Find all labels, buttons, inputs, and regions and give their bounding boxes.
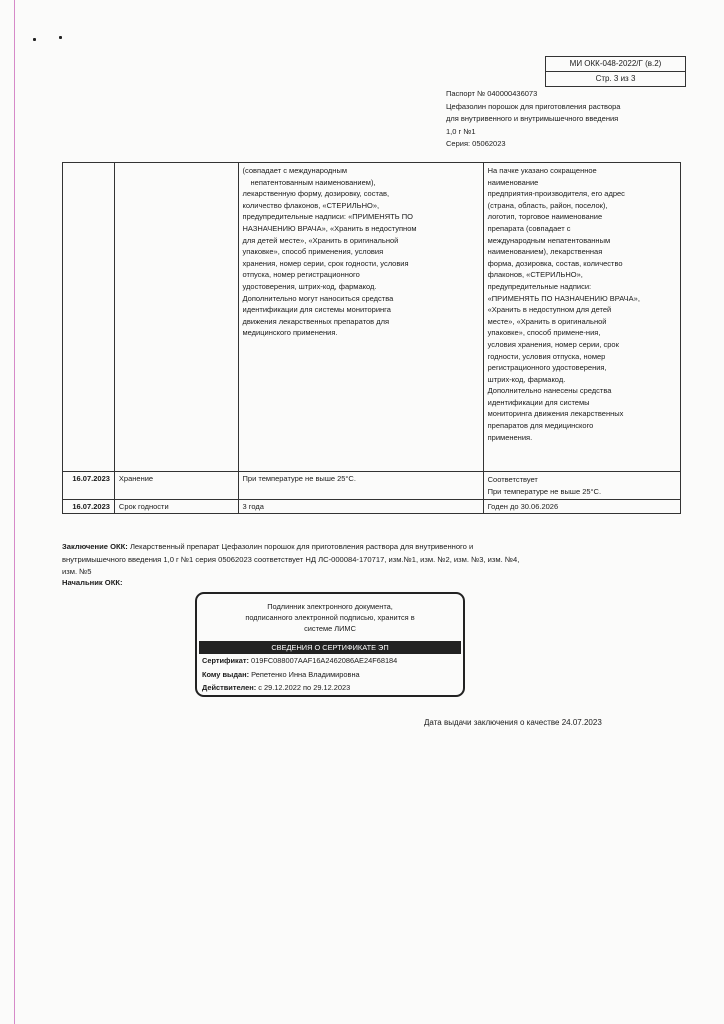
text-line: движения лекарственных препаратов для (242, 316, 390, 326)
text-line: мониторинга движения лекарственных (487, 409, 624, 419)
text-line: (совпадает с международным (242, 166, 347, 175)
text-line: непатентованным наименованием), (250, 177, 376, 187)
text-line: НАЗНАЧЕНИЮ ВРАЧА», «Хранить в недоступном (242, 223, 417, 233)
text-line: условия хранения, номер серии, срок (487, 339, 619, 349)
result-cell (483, 472, 680, 500)
stamp-text: подписанного электронной подписью, хранится в (245, 613, 415, 622)
valid-value: с 29.12.2022 по 29.12.2023 (256, 683, 351, 692)
date-cell: 16.07.2023 (63, 500, 115, 514)
result-cell (483, 163, 680, 472)
issued-value: Репетенко Инна Владимировна (249, 669, 360, 679)
conclusion-text: Лекарственный препарат Цефазолин порошок для приготовления раствора для внутривенного и (127, 542, 474, 551)
text-line: Соответствует (487, 475, 538, 484)
e-signature-stamp (195, 592, 465, 697)
text-line: идентификации для системы (487, 397, 590, 407)
table-cell (63, 163, 115, 472)
issued-label: Кому выдан: (202, 669, 250, 679)
certificate-row (197, 654, 463, 668)
text-line: идентификации для системы мониторинга (242, 305, 391, 315)
conclusion-text: внутримышечного введения 1,0 г №1 серия 05062023 соответствует НД ЛС-000084-170717, изм.№1, изм. №2, изм. №3, изм. №4, (62, 554, 520, 564)
text-line: Дополнительно нанесены средства (487, 386, 612, 396)
text-line: лекарственную форму, дозировку, состав, (242, 189, 390, 199)
text-line: предупредительные надписи: (487, 281, 592, 291)
text-line: предупредительные надписи: «ПРИМЕНЯТЬ ПО (242, 212, 413, 222)
document-code: МИ ОКК-048-2022/Г (в.2) (569, 59, 662, 68)
stamp-text: системе ЛИМС (304, 624, 356, 633)
requirement-cell: При температуре не выше 25°С. (238, 472, 483, 500)
certificate-value: 019FC088007AAF16A2462086AE24F68184 (248, 656, 398, 665)
text-line: «Хранить в недоступном для детей (487, 305, 612, 315)
product-series: Серия: 05062023 (446, 139, 506, 148)
text-line: для детей месте», «Хранить в оригинальной (242, 235, 399, 245)
product-dosage: 1,0 г №1 (446, 126, 476, 136)
page-number: Стр. 3 из 3 (546, 71, 685, 86)
parameter-cell: Срок годности (114, 500, 238, 514)
text-line: штрих-код, фармакод. (487, 374, 566, 384)
text-line: годности, условия отпуска, номер (487, 351, 606, 361)
text-line: хранения, номер серии, срок годности, условия (242, 258, 409, 268)
margin-line (14, 0, 15, 1024)
text-line: регистрационного удостоверения, (487, 363, 607, 373)
requirement-cell (238, 163, 483, 472)
head-okk-label: Начальник ОКК: (62, 578, 123, 587)
passport-number: Паспорт № 040000436073 (446, 89, 538, 98)
issued-row (197, 668, 463, 682)
text-line: количество флаконов, «СТЕРИЛЬНО», (242, 200, 380, 210)
date-cell: 16.07.2023 (63, 472, 115, 500)
text-line: применения. (487, 432, 533, 442)
issue-date: Дата выдачи заключения о качестве 24.07.2023 (424, 718, 602, 727)
table-cell (114, 163, 238, 472)
text-line: отпуска, номер регистрационного (242, 270, 360, 280)
stamp-bar: СВЕДЕНИЯ О СЕРТИФИКАТЕ ЭП (199, 641, 461, 654)
text-line: медицинского применения. (242, 328, 338, 338)
valid-row (197, 681, 463, 695)
scan-dot (33, 38, 36, 41)
text-line: (страна, область, район, поселок), (487, 200, 608, 210)
text-line: упаковке», способ примене-ния, (487, 328, 601, 338)
parameter-cell: Хранение (114, 472, 238, 500)
result-cell: Годен до 30.06.2026 (483, 500, 680, 514)
text-line: флаконов, «СТЕРИЛЬНО», (487, 270, 583, 280)
conclusion-text: изм. №5 (62, 567, 92, 576)
passport-header (446, 88, 696, 151)
text-line: удостоверения, штрих-код, фармакод. (242, 281, 377, 291)
text-line: препарата (совпадает с (487, 223, 571, 233)
text-line: На пачке указано сокращенное (487, 166, 597, 175)
document-code-box (545, 56, 686, 87)
text-line: логотип, торговое наименование (487, 212, 603, 222)
text-line: препаратов для медицинского (487, 421, 594, 431)
text-line: наименование (487, 177, 539, 187)
product-name-line1: Цефазолин порошок для приготовления раствора (446, 101, 621, 111)
text-line: международным непатентованным (487, 235, 611, 245)
table-row (63, 500, 681, 514)
text-line: предприятия-производителя, его адрес (487, 189, 625, 199)
text-line: упаковке», способ применения, условия (242, 247, 384, 257)
requirement-cell: 3 года (238, 500, 483, 514)
certificate-label: Сертификат: (202, 656, 249, 665)
text-line: При температуре не выше 25°С. (487, 486, 602, 496)
text-line: форма, дозировка, состав, количество (487, 258, 623, 268)
conclusion (62, 541, 532, 579)
text-line: «ПРИМЕНЯТЬ ПО НАЗНАЧЕНИЮ ВРАЧА», (487, 293, 640, 303)
text-line: Дополнительно могут наноситься средства (242, 293, 394, 303)
scan-dot (59, 36, 62, 39)
table-row (63, 163, 681, 472)
text-line: месте», «Хранить в оригинальной (487, 316, 607, 326)
stamp-text: Подлинник электронного документа, (267, 602, 393, 611)
text-line: наименованием), лекарственная (487, 247, 603, 257)
conclusion-label: Заключение ОКК: (62, 542, 128, 551)
valid-label: Действителен: (202, 683, 257, 692)
table-row (63, 472, 681, 500)
quality-table (62, 162, 681, 514)
product-name-line2: для внутривенного и внутримышечного введения (446, 114, 619, 123)
